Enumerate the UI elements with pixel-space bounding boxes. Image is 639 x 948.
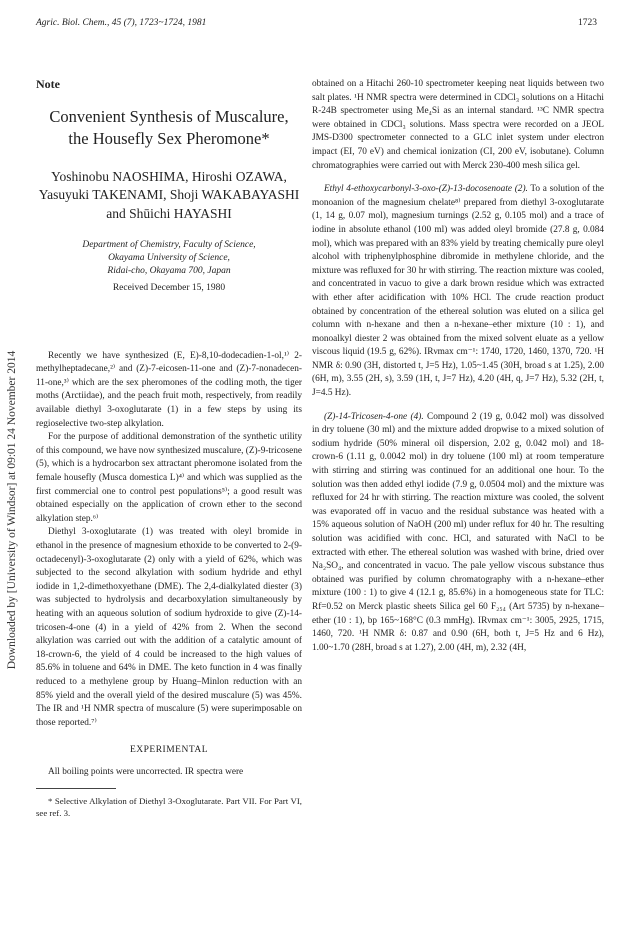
compound-2-paragraph — [312, 183, 604, 401]
page-number: 1723 — [578, 18, 597, 28]
experimental-heading: EXPERIMENTAL — [129, 745, 209, 756]
experimental-paragraph-1: All boiling points were uncorrected. IR spectra were — [48, 766, 244, 777]
methods-paragraph: obtained on a Hitachi 260-10 spectrometer keeping neat liquids between two salt plates. ¹H NMR spectra were determined in CDCl₃ solutions on a Hitachi R-24B spectrometer using Me₄Si as an internal standard. ¹³C NMR spectra were obtained in CDCl₃ solutions. Mass spectra were recorded on a JEOL JMS-D300 spectrometer connected to a GLC inlet system under electron impact (EI, 70 eV) and chemical ionization (CI, 200 eV, isobutane). Column chromatographies were carried out with Merck 230-400 mesh silica gel. — [312, 79, 604, 171]
title-line-1: Convenient Synthesis of Muscalure, — [49, 106, 289, 126]
download-note: Downloaded by [University of Windsor] at 09:01 24 November 2014 — [6, 350, 18, 670]
footnote: * Selective Alkylation of Diethyl 3-Oxoglutarate. Part VII. For Part VI, see ref. 3. — [36, 795, 302, 818]
compound-4-heading: (Z)-14-Tricosen-4-one (4). — [324, 411, 424, 422]
author-list — [36, 168, 302, 224]
title-line-2: the Housefly Sex Pheromone* — [68, 128, 270, 148]
compound-4-text: Compound 2 (19 g, 0.042 mol) was dissolved in dry toluene (30 ml) and the mixture added dropwise to a mixed solution of sodium hydride (50% mineral oil dispersion, 2.02 g, 0.042 mol) and 18-crown-6 (1.11 g, 0.0042 mol) in dry toluene (100 ml) at room temperature with stirring and stirring was continued for an additional one hour. To the solution was then added ethyl iodide (7.9 g, 0.0504 mol) and the mixture was refluxed for 24 hr with stirring. The reaction mixture was cooled, the solvent was evaporated off in vacuo and the residual substance was heated with a 15% aqueous solution of NaOH (200 ml) under reflux for 40 hr. The resulting solution was acidified with conc. HCl, and saturated with NaCl to be extracted with ether. The ethereal solution was washed with brine, dried over Na₂SO₄, and concentrated in vacuo. The pale yellow viscous substance thus obtained was purified by column chromatography with a n-hexane–ether mixture (100 : 1) to give 4 (12.1 g, 85.6%) in a homogeneous state for TLC: Rf=0.52 on Merck plastic sheets Silica gel 60 F₂₅₄ (Art 5735) by n-hexane–ether (10 : 1), bp 165~168°C (0.3 mmHg). IRνmax cm⁻¹: 3005, 2925, 1715, 1460, 720. ¹H NMR δ: 0.87 and 0.90 (6H, both t, J=5 Hz and 6 Hz), 1.00~1.70 (28H, broad s at 1.27), 2.00 (4H, m), 2.32 (4H, — [312, 411, 604, 653]
download-watermark — [2, 300, 22, 720]
footnote-divider — [36, 788, 116, 789]
section-label: Note — [36, 77, 60, 91]
left-column — [36, 78, 302, 819]
authors-line-1: Yoshinobu NAOSHIMA, Hiroshi OZAWA, — [51, 168, 287, 184]
article-title — [36, 106, 302, 150]
compound-4-paragraph — [312, 411, 604, 656]
right-column — [312, 78, 604, 655]
intro-paragraph-3: Diethyl 3-oxoglutarate (1) was treated with oleyl bromide in ethanol in the presence of magnesium ethoxide to be converted to 2-(9-octadecenyl)-3-oxoglutarate (2) only with a yield of 62%, which was subjected to the second alkylation with sodium hydride and ethyl iodide in 1,2-dimethoxyethane (DME). The 2,4-dialkylated diester (3) was subjected to hydrolysis and decarboxylation simultaneously by heating with an aqueous solution of sodium hydroxide to give (Z)-14-tricosen-4-one (4) in a yield of 42% from 2. When the second alkylation was carried out with the addition of a catalytic amount of 18-crown-6, the yield of 4 could be increased to the high values of 85.6% in toluene and 64% in DME. The keto function in 4 was finally reduced to a methylene group by Huang–Minlon reduction with an 85% yield and the overall yield of the desired muscalure (5) was 45%. The IR and ¹H NMR spectra of muscalure (5) were superimposable on those reported.⁷⁾ — [36, 527, 302, 728]
affiliation — [36, 239, 302, 278]
compound-2-heading: Ethyl 4-ethoxycarbonyl-3-oxo-(Z)-13-docosenoate (2). — [324, 184, 528, 195]
intro-paragraph-2: For the purpose of additional demonstration of the synthetic utility of this compound, we have now synthesized muscalure, (Z)-9-tricosene (5), which is a hydrocarbon sex attractant pheromone isolated from the female housefly (Musca domestica L)⁴⁾ and which was supplied as the first commercial one to control pest populations⁵⁾; a good result was obtained especially on the application of crown ether to the second alkylation step.⁶⁾ — [36, 432, 302, 524]
intro-paragraph-1: Recently we have synthesized (E, E)-8,10-dodecadien-1-ol,¹⁾ 2-methylheptadecane,²⁾ and (Z)-7-eicosen-11-one and (Z)-7-nonadecen-11-one,³⁾ which are the sex pheromones of the codling moth, the tiger moths (Arctiidae), and the peach fruit moth, respectively, from readily available diethyl 3-oxoglutarate (1) in a few steps by using its regioselective two-step alkylation. — [36, 350, 302, 429]
journal-citation: Agric. Biol. Chem., 45 (7), 1723~1724, 1981 — [36, 18, 207, 28]
authors-line-3: and Shūichi HAYASHI — [106, 205, 232, 221]
affiliation-line-3: Ridai-cho, Okayama 700, Japan — [107, 266, 231, 277]
affiliation-line-1: Department of Chemistry, Faculty of Science, — [82, 240, 256, 251]
affiliation-line-2: Okayama University of Science, — [108, 253, 230, 264]
received-date: Received December 15, 1980 — [112, 283, 226, 294]
compound-2-text: To a solution of the monoanion of the magnesium chelate⁸⁾ prepared from diethyl 3-oxoglutarate (1, 14 g, 0.07 mol), magnesium turnings (2.52 g, 0.105 mol) and a trace of iodine in absolute ethanol (100 ml) was added oleyl bromide (27.8 g, 0.084 mol), which was prepared with an 83% yield by treating chemically pure oleyl alcohol with triphenylphosphine dibromide in methylene chloride, and the mixture was refluxed for 30 hr with stirring. The reaction mixture was cooled, and concentrated in vacuo to give a dark brown residue which was extracted with ether after acidification with 10% HCl. The crude reaction product obtained by concentration of the ethereal solution was eluted on a silica gel column with n-hexane and then a n-hexane–ether mixture (10 : 1), and monoalkyl diester 2 was obtained from the mixed solvent eluate as a yellow viscous liquid (19.5 g, 62%). IRνmax cm⁻¹: 1740, 1720, 1460, 1370, 720. ¹H NMR δ: 0.90 (3H, distorted t, J=5 Hz), 1.05~1.45 (30H, broad s at 1.25), 2.00 (6H, m), 3.55 (2H, s), 3.59 (1H, t, J=7 Hz), 4.20 (4H, q, J=7 Hz), 5.32 (2H, t, J=4.5 Hz). — [312, 184, 604, 399]
authors-line-2: Yasuyuki TAKENAMI, Shoji WAKABAYASHI — [38, 187, 300, 203]
